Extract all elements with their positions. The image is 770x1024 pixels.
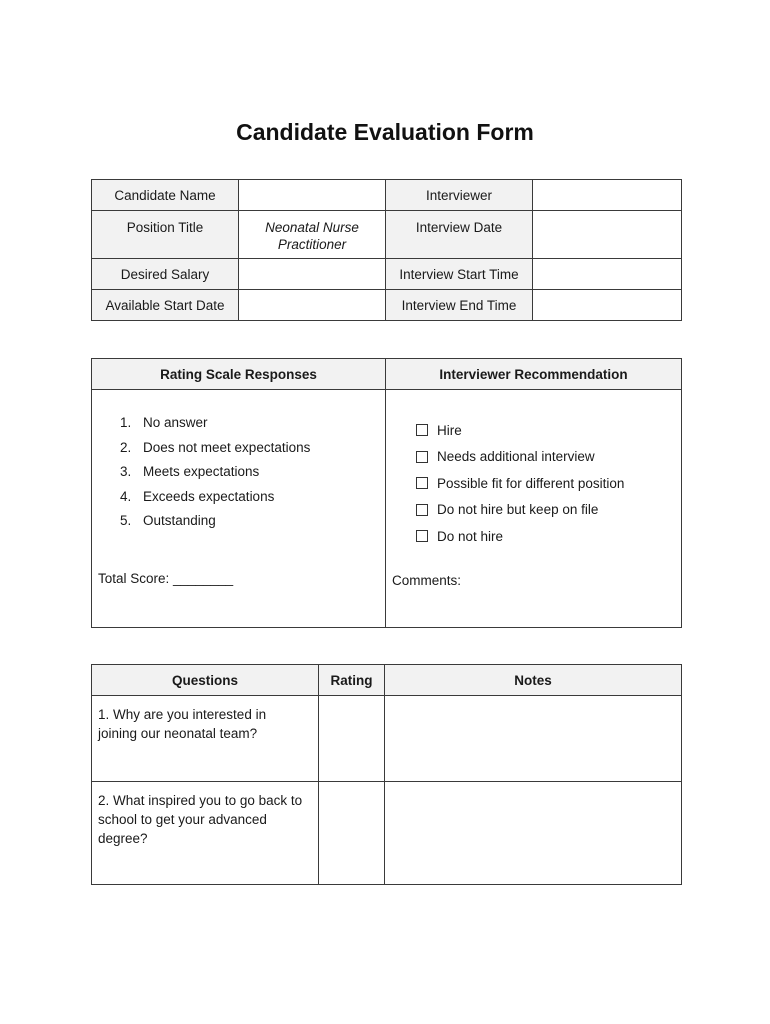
recommendation-different-position[interactable]: Possible fit for different position bbox=[416, 470, 624, 497]
question-rating-field[interactable] bbox=[319, 696, 385, 782]
rating-table bbox=[91, 358, 682, 628]
list-item: 4. Exceeds expectations bbox=[120, 488, 275, 504]
checkbox-icon[interactable] bbox=[416, 477, 428, 489]
checkbox-icon[interactable] bbox=[416, 530, 428, 542]
recommendation-header: Interviewer Recommendation bbox=[386, 359, 682, 390]
question-notes-field[interactable] bbox=[385, 782, 682, 885]
interviewer-field[interactable] bbox=[533, 180, 682, 211]
available-start-label: Available Start Date bbox=[92, 290, 239, 321]
interview-start-label: Interview Start Time bbox=[386, 259, 533, 290]
list-item: 1. No answer bbox=[120, 415, 208, 430]
position-title-field[interactable] bbox=[239, 211, 386, 259]
notes-header: Notes bbox=[385, 665, 682, 696]
recommendation-hire[interactable]: Hire bbox=[416, 417, 624, 444]
question-notes-field[interactable] bbox=[385, 696, 682, 782]
recommendation-keep-on-file[interactable]: Do not hire but keep on file bbox=[416, 497, 624, 524]
candidate-info-table bbox=[91, 179, 682, 321]
list-item: 5. Outstanding bbox=[120, 513, 216, 528]
rating-scale-cell bbox=[92, 390, 386, 628]
desired-salary-label: Desired Salary bbox=[92, 259, 239, 290]
rating-header: Rating bbox=[319, 665, 385, 696]
question-text: 1. Why are you interested in joining our neonatal team? bbox=[92, 696, 319, 782]
comments-field[interactable]: Comments: bbox=[392, 573, 462, 588]
recommendation-cell bbox=[386, 390, 682, 628]
checkbox-icon[interactable] bbox=[416, 504, 428, 516]
available-start-field[interactable] bbox=[239, 290, 386, 321]
table-row bbox=[92, 782, 682, 885]
rating-scale-header: Rating Scale Responses bbox=[92, 359, 386, 390]
position-title-line1: Neonatal Nurse bbox=[265, 220, 359, 235]
candidate-name-field[interactable] bbox=[239, 180, 386, 211]
page-title: Candidate Evaluation Form bbox=[236, 119, 534, 145]
checkbox-icon[interactable] bbox=[416, 451, 428, 463]
recommendation-do-not-hire[interactable]: Do not hire bbox=[416, 523, 624, 550]
position-title-line2: Practitioner bbox=[277, 237, 347, 252]
interview-end-field[interactable] bbox=[533, 290, 682, 321]
interview-date-label: Interview Date bbox=[386, 211, 533, 259]
desired-salary-field[interactable] bbox=[239, 259, 386, 290]
question-text: 2. What inspired you to go back to school to get your advanced degree? bbox=[92, 782, 319, 885]
interview-start-field[interactable] bbox=[533, 259, 682, 290]
list-item: 2. Does not meet expectations bbox=[120, 439, 311, 455]
list-item: 3. Meets expectations bbox=[120, 464, 260, 479]
question-rating-field[interactable] bbox=[319, 782, 385, 885]
position-title-label: Position Title bbox=[92, 211, 239, 259]
interviewer-label: Interviewer bbox=[386, 180, 533, 211]
questions-table bbox=[91, 664, 682, 885]
candidate-name-label: Candidate Name bbox=[92, 180, 239, 211]
total-score-field[interactable]: Total Score: ________ bbox=[98, 571, 234, 586]
recommendation-list bbox=[416, 417, 624, 550]
interview-date-field[interactable] bbox=[533, 211, 682, 259]
questions-header: Questions bbox=[92, 665, 319, 696]
checkbox-icon[interactable] bbox=[416, 424, 428, 436]
recommendation-additional-interview[interactable]: Needs additional interview bbox=[416, 444, 624, 471]
table-row bbox=[92, 696, 682, 782]
interview-end-label: Interview End Time bbox=[386, 290, 533, 321]
rating-scale-list bbox=[120, 414, 310, 537]
